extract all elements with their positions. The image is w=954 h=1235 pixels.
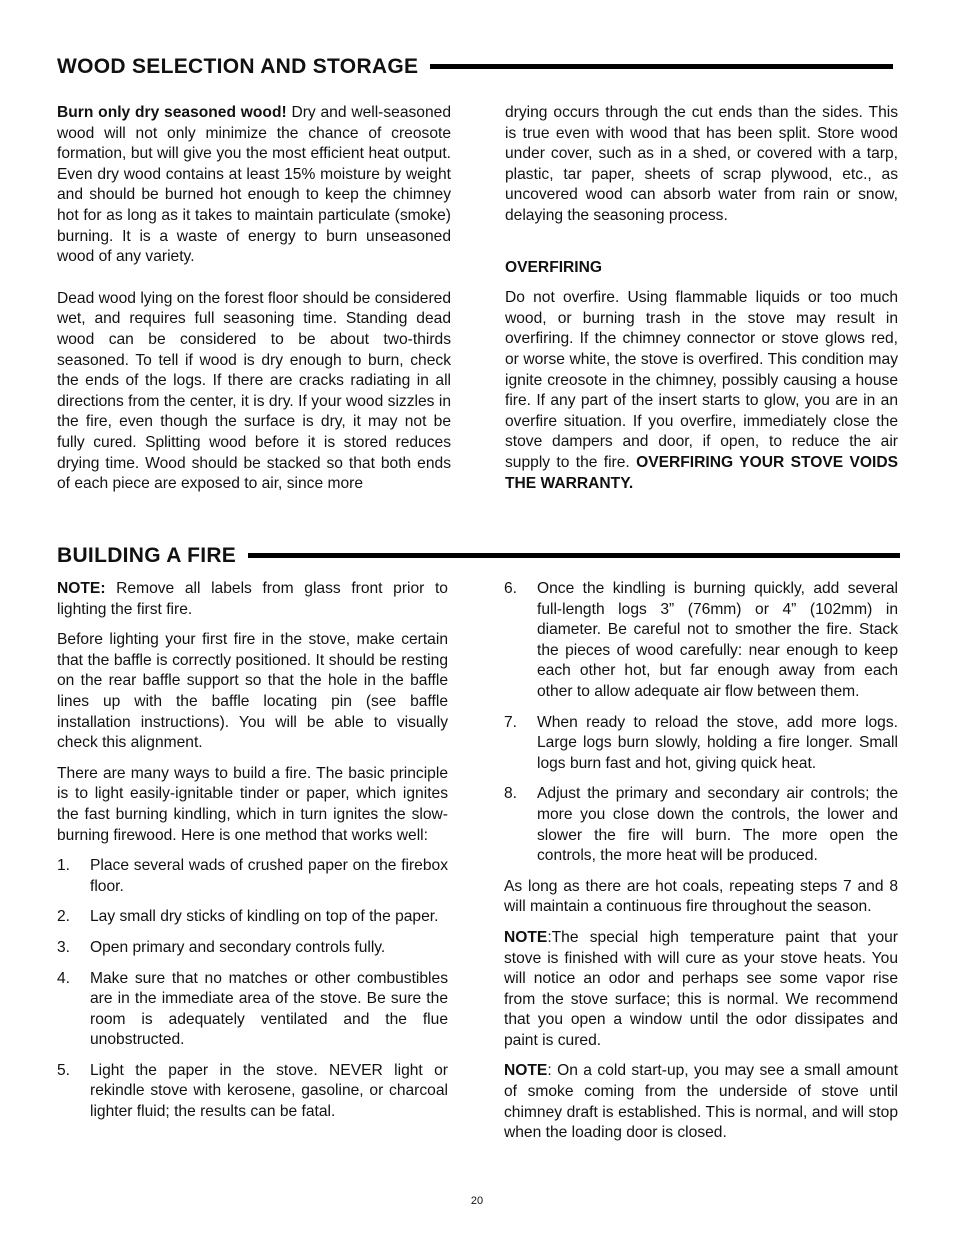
step-text: When ready to reload the stove, add more logs. Large logs burn slowly, holding a fire longer. Small logs burn fast and hot, giving quick heat. [537, 713, 898, 772]
page-number: 20 [470, 1195, 484, 1207]
emphasis: Burn only dry seasoned wood! [57, 104, 287, 121]
step-number: 5. [57, 1061, 71, 1079]
wood-section-header [57, 56, 893, 77]
heading-rule [430, 64, 893, 69]
step-number: 7. [504, 713, 518, 731]
list-item [504, 784, 898, 866]
paragraph: Do not overfire. Using flammable liquids or too much wood, or burning trash in the stove may result in overfiring. If the chimney connector or stove glows red, or worse white, the stove is overfired. This condition may ignite creosote in the chimney, possibly causing a house fire. If any part of the insert starts to glow, you are in an overfire situation. If you overfire, immediately close the stove dampers and door, if open, to reduce the air supply to the fire. OVERFIRING YOUR STOVE VOIDS THE WARRANTY. [505, 289, 898, 492]
steps-list [57, 856, 448, 1123]
paragraph: drying occurs through the cut ends than the sides. This is true even with wood that has been split. Store wood under cover, such as in a shed, or covered with a tarp, plastic, tar paper, sheets of scrap plywood, etc., as uncovered wood can absorb water from rain or snow, delaying the seasoning process. [505, 104, 898, 224]
fire-right-column [504, 579, 898, 1144]
list-item [57, 907, 448, 928]
fire-left-column [57, 579, 448, 1123]
step-text: Adjust the primary and secondary air controls; the more you close down the controls, the lower and slower the fire will burn. The more open the controls, the more heat will be produced. [537, 785, 898, 865]
steps-list [504, 579, 898, 867]
section-title: BUILDING A FIRE [57, 544, 237, 567]
list-item [57, 856, 448, 897]
paragraph: NOTE:The special high temperature paint that your stove is finished with will cure as your stove heats. You will notice an odor and perhaps see some vapor rise from the stove surface; this is normal. We recommend that you open a window until the odor dissipates and paint is cured. [504, 928, 898, 1049]
heading-rule [248, 553, 900, 558]
step-number: 2. [57, 908, 71, 926]
warranty-warning: OVERFIRING YOUR STOVE VOIDS THE WARRANTY. [505, 453, 898, 492]
step-text: Once the kindling is burning quickly, add several full-length logs 3” (76mm) or 4” (102mm) in diameter. Be careful not to smother the fire. Stack the pieces of wood carefully: near enough to keep each other hot, but far enough away from each other to allow adequate air flow between them. [537, 580, 898, 700]
paragraph: As long as there are hot coals, repeating steps 7 and 8 will maintain a continuous fire throughout the season. [504, 877, 898, 916]
fire-section-header [57, 545, 900, 566]
paragraph: Burn only dry seasoned wood! Dry and well-seasoned wood will not only minimize the chance of creosote formation, but will give you the most efficient heat output. Even dry wood contains at least 15% moisture by weight and should be burned hot enough to keep the chimney hot for as long as it takes to maintain particulate (smoke) burning. It is a waste of energy to burn unseasoned wood of any variety. [57, 104, 451, 266]
note-label: NOTE [504, 928, 548, 946]
paragraph: Before lighting your first fire in the stove, make certain that the baffle is correctly positioned. It should be resting on the rear baffle support so that the hole in the baffle lines up with the baffle locating pin (see baffle installation instructions). You will be able to visually check this alignment. [57, 631, 448, 752]
paragraph: NOTE: Remove all labels from glass front prior to lighting the first fire. [57, 580, 448, 618]
note-label: NOTE: [57, 580, 106, 597]
step-text: Lay small dry sticks of kindling on top of the paper. [90, 908, 439, 926]
paragraph: Dead wood lying on the forest floor should be considered wet, and requires full seasoning time. Standing dead wood can be considered to be about two-thirds seasoned. To tell if wood is dry enough to burn, check the ends of the logs. If there are cracks radiating in all directions from the center, it is dry. If your wood sizzles in the fire, even though the surface is dry, it may not be fully cured. Splitting wood before it is stored reduces drying time. Wood should be stacked so that both ends of each piece are exposed to air, since more [57, 289, 451, 493]
step-text: Make sure that no matches or other combustibles are in the immediate area of the stove. Be sure the room is adequately ventilated and the flue unobstructed. [90, 969, 448, 1049]
step-number: 6. [504, 580, 518, 597]
overfiring-heading: OVERFIRING [505, 258, 603, 276]
step-text: Open primary and secondary controls fully. [90, 938, 386, 956]
step-number: 3. [57, 938, 71, 956]
paragraph: NOTE: On a cold start-up, you may see a small amount of smoke coming from the underside of stove until chimney draft is established. This is normal, and will stop when the loading door is closed. [504, 1062, 898, 1142]
list-item [57, 969, 448, 1051]
section-title: WOOD SELECTION AND STORAGE [57, 55, 419, 78]
list-item [57, 1061, 448, 1123]
paragraph: There are many ways to build a fire. The basic principle is to light easily-ignitable tinder or paper, which ignites the fast burning kindling, which in turn ignites the slow-burning firewood. Here is one method that works well: [57, 764, 448, 844]
list-item [504, 713, 898, 775]
step-text: Place several wads of crushed paper on the firebox floor. [90, 857, 448, 895]
step-number: 1. [57, 857, 71, 875]
wood-left-column [57, 103, 451, 495]
list-item [504, 579, 898, 703]
step-text: Light the paper in the stove. NEVER light or rekindle stove with kerosene, gasoline, or charcoal lighter fluid; the results can be fatal. [90, 1061, 448, 1121]
wood-right-column [505, 103, 898, 494]
step-number: 4. [57, 969, 71, 987]
note-label: NOTE [504, 1062, 548, 1080]
list-item [57, 938, 448, 959]
step-number: 8. [504, 785, 518, 803]
